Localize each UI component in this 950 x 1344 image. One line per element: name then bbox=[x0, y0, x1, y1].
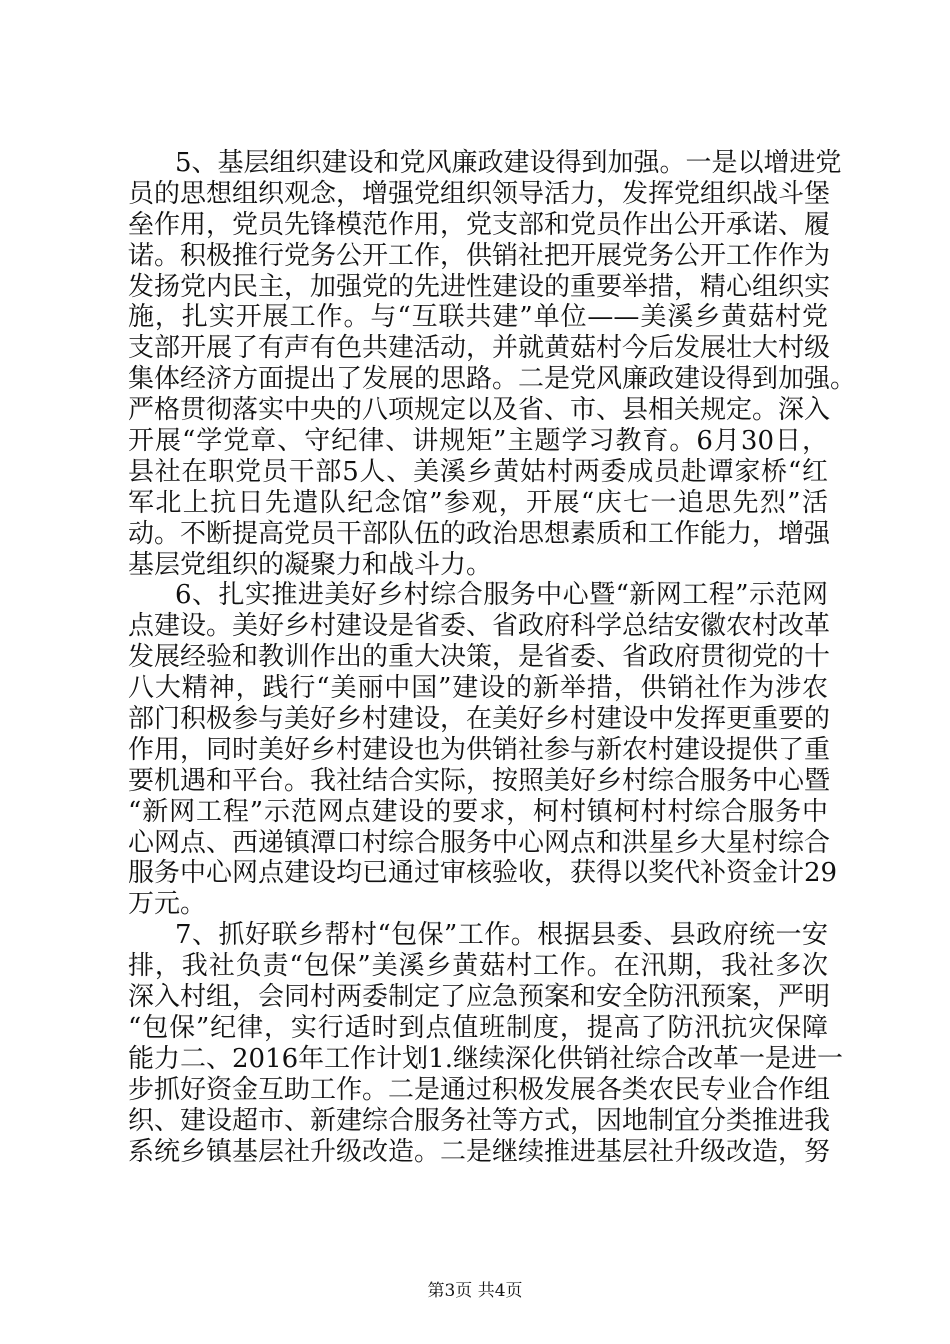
text-line: 动。不断提高党员干部队伍的政治思想素质和工作能力，增强 bbox=[128, 518, 831, 549]
text-line: 军北上抗日先遣队纪念馆”参观，开展“庆七一追思先烈”活 bbox=[128, 487, 828, 518]
text-line: 5、基层组织建设和党风廉政建设得到加强。一是以增进党 bbox=[175, 148, 842, 178]
text-line: 点建设。美好乡村建设是省委、省政府科学总结安徽农村改革 bbox=[128, 611, 831, 642]
text-line: 发扬党内民主，加强党的先进性建设的重要举措，精心组织实 bbox=[128, 271, 831, 302]
text-line: 心网点、西递镇潭口村综合服务中心网点和洪星乡大星村综合 bbox=[128, 827, 831, 858]
text-line: 排，我社负责“包保”美溪乡黄菇村工作。在汛期，我社多次 bbox=[128, 951, 828, 982]
text-line: 开展“学党章、守纪律、讲规矩”主题学习教育。6月30日， bbox=[128, 426, 828, 457]
text-line: 发展经验和教训作出的重大决策，是省委、省政府贯彻党的十 bbox=[128, 642, 831, 673]
text-line: 集体经济方面提出了发展的思路。二是党风廉政建设得到加强。 bbox=[128, 364, 857, 395]
paragraph bbox=[128, 580, 838, 920]
text-line: 垒作用，党员先锋模范作用，党支部和党员作出公开承诺、履 bbox=[128, 209, 831, 240]
text-line: 系统乡镇基层社升级改造。二是继续推进基层社升级改造，努 bbox=[128, 1136, 831, 1167]
text-line: 深入村组，会同村两委制定了应急预案和安全防汛预案，严明 bbox=[128, 982, 831, 1013]
text-line: 作用，同时美好乡村建设也为供销社参与新农村建设提供了重 bbox=[128, 734, 831, 765]
text-line: “包保”纪律，实行适时到点值班制度，提高了防汛抗灾保障 bbox=[128, 1012, 828, 1043]
text-line: 八大精神，践行“美丽中国”建设的新举措，供销社作为涉农 bbox=[128, 673, 828, 704]
document-body bbox=[128, 148, 857, 1167]
text-line: 部门积极参与美好乡村建设，在美好乡村建设中发挥更重要的 bbox=[128, 704, 831, 735]
text-line: 施，扎实开展工作。与“互联共建”单位——美溪乡黄菇村党 bbox=[128, 302, 828, 333]
text-line: 万元。 bbox=[128, 889, 207, 920]
text-line: 支部开展了有声有色共建活动，并就黄菇村今后发展壮大村级 bbox=[128, 333, 831, 364]
page-footer: 第3页 共4页 bbox=[427, 1281, 523, 1301]
text-line: 严格贯彻落实中央的八项规定以及省、市、县相关规定。深入 bbox=[128, 395, 831, 426]
text-line: “新网工程”示范网点建设的要求，柯村镇柯村村综合服务中 bbox=[128, 796, 828, 827]
text-line: 织、建设超市、新建综合服务社等方式，因地制宜分类推进我 bbox=[128, 1105, 831, 1136]
text-line: 基层党组织的凝聚力和战斗力。 bbox=[128, 549, 493, 580]
text-line: 服务中心网点建设均已通过审核验收，获得以奖代补资金计29 bbox=[128, 858, 838, 889]
text-line: 县社在职党员干部5人、美溪乡黄姑村两委成员赴谭家桥“红 bbox=[128, 456, 828, 487]
paragraph bbox=[128, 920, 843, 1167]
text-line: 6、扎实推进美好乡村综合服务中心暨“新网工程”示范网 bbox=[175, 580, 828, 611]
paragraph bbox=[128, 148, 857, 580]
text-line: 员的思想组织观念，增强党组织领导活力，发挥党组织战斗堡 bbox=[128, 178, 831, 209]
text-line: 诺。积极推行党务公开工作，供销社把开展党务公开工作作为 bbox=[128, 240, 831, 271]
text-line: 要机遇和平台。我社结合实际，按照美好乡村综合服务中心暨 bbox=[128, 765, 831, 796]
text-line: 能力二、2016年工作计划1.继续深化供销社综合改革一是进一 bbox=[128, 1043, 843, 1074]
text-line: 步抓好资金互助工作。二是通过积极发展各类农民专业合作组 bbox=[128, 1074, 831, 1105]
text-line: 7、抓好联乡帮村“包保”工作。根据县委、县政府统一安 bbox=[175, 920, 828, 951]
